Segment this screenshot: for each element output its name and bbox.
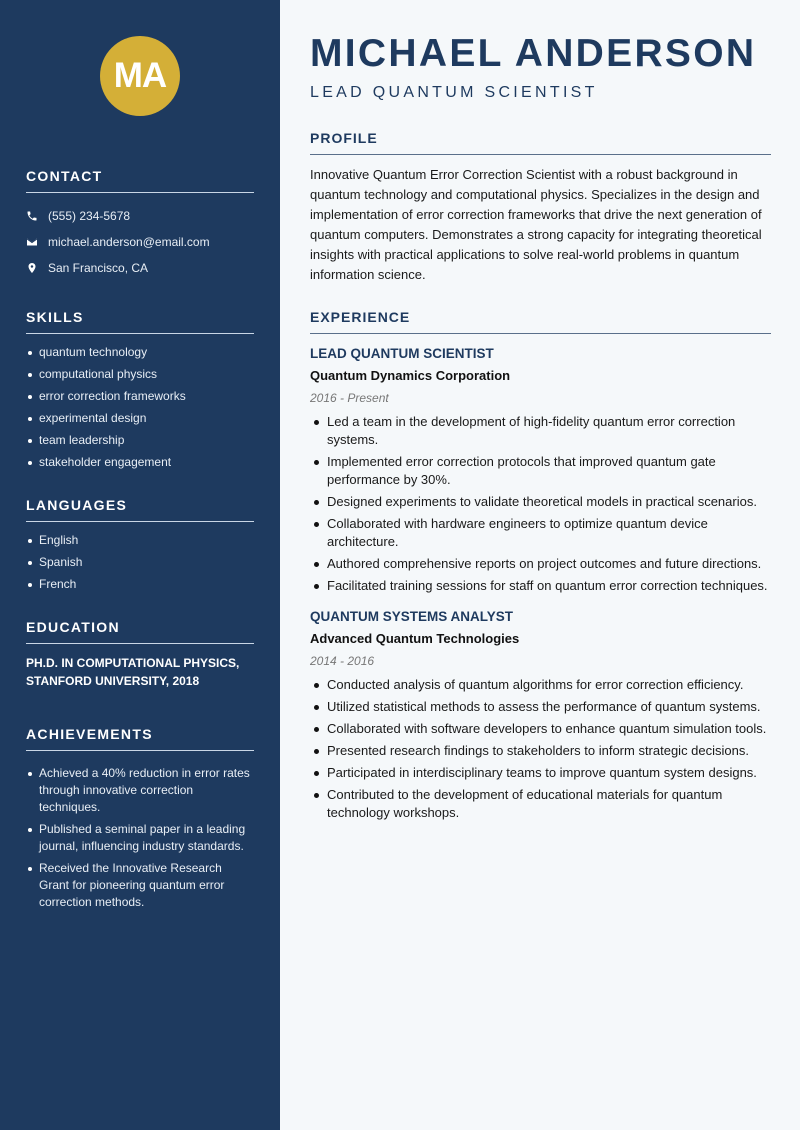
achievements-section (26, 726, 254, 911)
achievements-heading: ACHIEVEMENTS (26, 726, 254, 751)
language-item: English (26, 532, 254, 549)
main-content (310, 0, 771, 826)
email-row (26, 229, 254, 255)
job-bullet: Presented research findings to stakeholders to inform strategic decisions. (310, 742, 771, 760)
profile-heading: PROFILE (310, 130, 771, 155)
achievement-item: Published a seminal paper in a leading journal, influencing industry standards. (26, 821, 254, 855)
languages-section (26, 497, 254, 593)
skills-heading: SKILLS (26, 309, 254, 334)
job-title: QUANTUM SYSTEMS ANALYST (310, 609, 514, 624)
email-icon (26, 236, 38, 248)
languages-heading: LANGUAGES (26, 497, 254, 522)
job-bullet: Conducted analysis of quantum algorithms for error correction efficiency. (310, 676, 771, 694)
skill-item: computational physics (26, 366, 254, 383)
job-company: Advanced Quantum Technologies (310, 631, 520, 646)
experience-heading: EXPERIENCE (310, 309, 771, 334)
email-text[interactable]: michael.anderson@email.com (48, 235, 210, 249)
experience-section (310, 309, 771, 822)
skills-section (26, 309, 254, 471)
job-entry (310, 609, 771, 822)
location-row (26, 255, 254, 281)
skills-list (26, 344, 254, 471)
education-degree: PH.D. IN COMPUTATIONAL PHYSICS, (26, 656, 240, 670)
job-dates: 2016 - Present (310, 391, 389, 405)
language-item: French (26, 576, 254, 593)
job-bullets (310, 413, 771, 595)
candidate-title: LEAD QUANTUM SCIENTIST (310, 84, 598, 101)
language-item: Spanish (26, 554, 254, 571)
contact-heading: CONTACT (26, 168, 254, 193)
contact-section (26, 168, 254, 281)
skill-item: stakeholder engagement (26, 454, 254, 471)
candidate-name: MICHAEL ANDERSON (310, 32, 757, 75)
phone-row (26, 203, 254, 229)
job-bullets (310, 676, 771, 822)
education-heading: EDUCATION (26, 619, 254, 644)
job-bullet: Led a team in the development of high-fidelity quantum error correction systems. (310, 413, 771, 449)
profile-section (310, 130, 771, 285)
phone-text: (555) 234-5678 (48, 209, 131, 223)
job-company: Quantum Dynamics Corporation (310, 368, 511, 383)
sidebar (0, 0, 280, 1130)
job-bullet: Designed experiments to validate theoretical models in practical scenarios. (310, 493, 771, 511)
job-bullet: Participated in interdisciplinary teams to improve quantum system designs. (310, 764, 771, 782)
job-bullet: Facilitated training sessions for staff on quantum error correction techniques. (310, 577, 771, 595)
profile-text: Innovative Quantum Error Correction Scientist with a robust background in quantum technology and computational physics. Specializes in the design and implementation of error correction frameworks that drive the next generation of quantum computers. Demonstrates a strong capacity for integrating theoretical insights with practical applications to solve real-world problems in quantum information science. (310, 167, 762, 282)
skill-item: error correction frameworks (26, 388, 254, 405)
skill-item: quantum technology (26, 344, 254, 361)
job-dates: 2014 - 2016 (310, 654, 375, 668)
job-bullet: Utilized statistical methods to assess the performance of quantum systems. (310, 698, 771, 716)
education-section (26, 619, 254, 690)
job-entry (310, 346, 771, 595)
job-bullet: Authored comprehensive reports on project outcomes and future directions. (310, 555, 771, 573)
skill-item: team leadership (26, 432, 254, 449)
job-bullet: Implemented error correction protocols that improved quantum gate performance by 30%. (310, 453, 771, 489)
job-title: LEAD QUANTUM SCIENTIST (310, 346, 494, 361)
phone-icon (26, 210, 38, 222)
job-bullet: Contributed to the development of educational materials for quantum technology workshops. (310, 786, 771, 822)
achievement-item: Achieved a 40% reduction in error rates through innovative correction techniques. (26, 765, 254, 816)
achievements-list (26, 765, 254, 911)
location-text: San Francisco, CA (48, 261, 149, 275)
job-bullet: Collaborated with hardware engineers to optimize quantum device architecture. (310, 515, 771, 551)
skill-item: experimental design (26, 410, 254, 427)
education-school: STANFORD UNIVERSITY, 2018 (26, 674, 200, 688)
location-pin-icon (26, 262, 38, 274)
languages-list (26, 532, 254, 593)
achievement-item: Received the Innovative Research Grant for pioneering quantum error correction methods. (26, 860, 254, 911)
job-bullet: Collaborated with software developers to enhance quantum simulation tools. (310, 720, 771, 738)
avatar: MA (100, 36, 180, 116)
